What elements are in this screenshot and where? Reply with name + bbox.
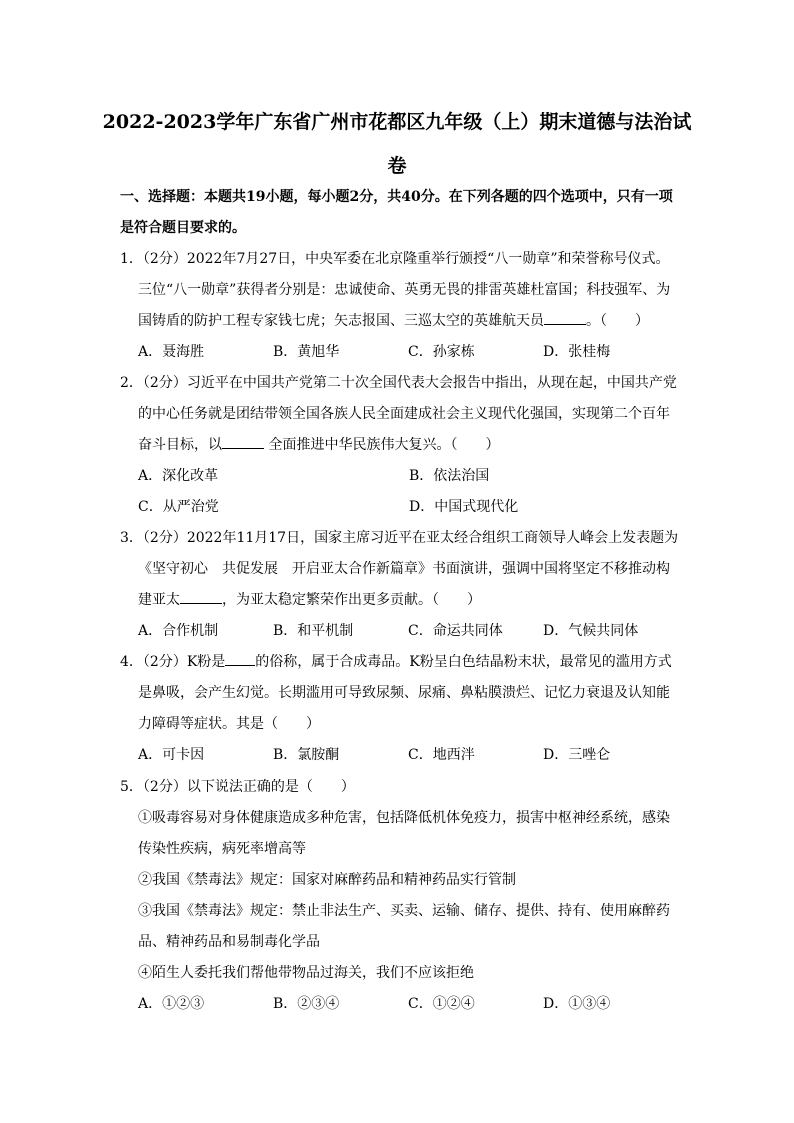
option-c[interactable]: C．命运共同体 bbox=[408, 623, 503, 639]
option-a[interactable]: A．聂海胜 bbox=[138, 344, 205, 360]
statement-1: ①吸毒容易对身体健康造成多种危害，包括降低机体免疫力，损害中枢神经系统，感染传染性疾病，病死率增高等 bbox=[138, 810, 670, 857]
options-row-1 bbox=[120, 461, 680, 492]
question-text: （2分）以下说法正确的是（ ） bbox=[142, 779, 355, 795]
question-number: 4． bbox=[120, 654, 143, 670]
option-c[interactable]: C．地西泮 bbox=[408, 747, 475, 763]
option-b[interactable]: B．黄旭华 bbox=[273, 344, 340, 360]
option-b[interactable]: B．氯胺酮 bbox=[273, 747, 340, 763]
statement-4: ④陌生人委托我们帮他带物品过海关，我们不应该拒绝 bbox=[138, 965, 474, 981]
options bbox=[120, 740, 680, 771]
section-heading: 一、选择题：本题共19小题，每小题2分，共40分。在下列各题的四个选项中，只有一项是符合题目要求的。 bbox=[120, 189, 673, 236]
answer-blank bbox=[544, 310, 586, 325]
question-text: （2分）2022年7月27日，中央军委在北京隆重举行颁授“八一勋章”和荣誉称号仪式。三位“八一勋章”获得者分别是：忠诚使命、英勇无畏的排雷英雄杜富国；科技强军、为国铸盾的防护工程专家钱七虎；矢志报国、三巡太空的英雄航天员 bbox=[138, 251, 671, 329]
answer-blank bbox=[225, 651, 255, 666]
question-text: （2分）习近平在中国共产党第二十次全国代表大会报告中指出，从现在起，中国共产党的中心任务就是团结带领全国各族人民全面建成社会主义现代化强国，实现第二个百年奋斗目标，以 bbox=[138, 375, 677, 453]
options bbox=[120, 337, 680, 368]
question-stem bbox=[120, 523, 680, 616]
question-text: （2分）2022年11月17日，国家主席习近平在亚太经合组织工商领导人峰会上发表题为《坚守初心 共促发展 开启亚太合作新篇章》书面演讲，强调中国将坚定不移推动构建亚太 bbox=[138, 530, 679, 608]
statement-2: ②我国《禁毒法》规定：国家对麻醉药品和精神药品实行管制 bbox=[138, 872, 516, 888]
option-d[interactable]: D．①③④ bbox=[543, 996, 611, 1012]
question-4 bbox=[120, 647, 680, 771]
option-b[interactable]: B．和平机制 bbox=[273, 623, 354, 639]
option-d[interactable]: D．气候共同体 bbox=[543, 623, 639, 639]
options-row-2 bbox=[120, 492, 680, 523]
option-b[interactable]: B．依法治国 bbox=[409, 468, 490, 484]
question-number: 2． bbox=[120, 375, 143, 391]
exam-title: 2022-2023学年广东省广州市花都区九年级（上）期末道德与法治试卷 bbox=[102, 111, 692, 177]
question-5 bbox=[120, 772, 680, 1020]
question-number: 1． bbox=[120, 251, 143, 267]
question-2 bbox=[120, 368, 680, 523]
option-d[interactable]: D．三唑仑 bbox=[543, 747, 611, 763]
option-c[interactable]: C．从严治党 bbox=[138, 499, 219, 515]
answer-blank bbox=[180, 589, 222, 604]
question-text-end: ，为亚太稳定繁荣作出更多贡献。（ ） bbox=[222, 592, 481, 608]
option-a[interactable]: A．合作机制 bbox=[138, 623, 219, 639]
option-c[interactable]: C．孙家栋 bbox=[408, 344, 475, 360]
option-c[interactable]: C．①②④ bbox=[408, 996, 475, 1012]
question-stem bbox=[120, 368, 680, 461]
option-b[interactable]: B．②③④ bbox=[273, 996, 340, 1012]
answer-blank bbox=[222, 434, 264, 449]
option-a[interactable]: A．可卡因 bbox=[138, 747, 205, 763]
question-text-end: 全面推进中华民族伟大复兴。（ ） bbox=[264, 437, 500, 453]
question-stem bbox=[120, 647, 680, 740]
question-stem bbox=[120, 772, 680, 803]
option-d[interactable]: D．张桂梅 bbox=[543, 344, 611, 360]
question-text-end: 。（ ） bbox=[586, 313, 649, 329]
option-a[interactable]: A．①②③ bbox=[138, 996, 205, 1012]
option-d[interactable]: D．中国式现代化 bbox=[409, 499, 519, 515]
question-text: （2分）K粉是 bbox=[142, 654, 226, 670]
option-a[interactable]: A．深化改革 bbox=[138, 468, 219, 484]
question-1 bbox=[120, 244, 680, 368]
options bbox=[120, 616, 680, 647]
statement-3: ③我国《禁毒法》规定：禁止非法生产、买卖、运输、储存、提供、持有、使用麻醉药品、精神药品和易制毒化学品 bbox=[138, 903, 670, 950]
question-text-end: 的俗称，属于合成毒品。K粉呈白色结晶粉末状，最常见的滥用方式是鼻吸，会产生幻觉。长期滥用可导致尿频、尿痛、鼻粘膜溃烂、记忆力衰退及认知能力障碍等症状。其是（ ） bbox=[138, 654, 672, 732]
question-3 bbox=[120, 523, 680, 647]
options bbox=[120, 989, 680, 1020]
question-number: 3． bbox=[120, 530, 143, 546]
question-stem bbox=[120, 244, 680, 337]
question-number: 5． bbox=[120, 779, 143, 795]
